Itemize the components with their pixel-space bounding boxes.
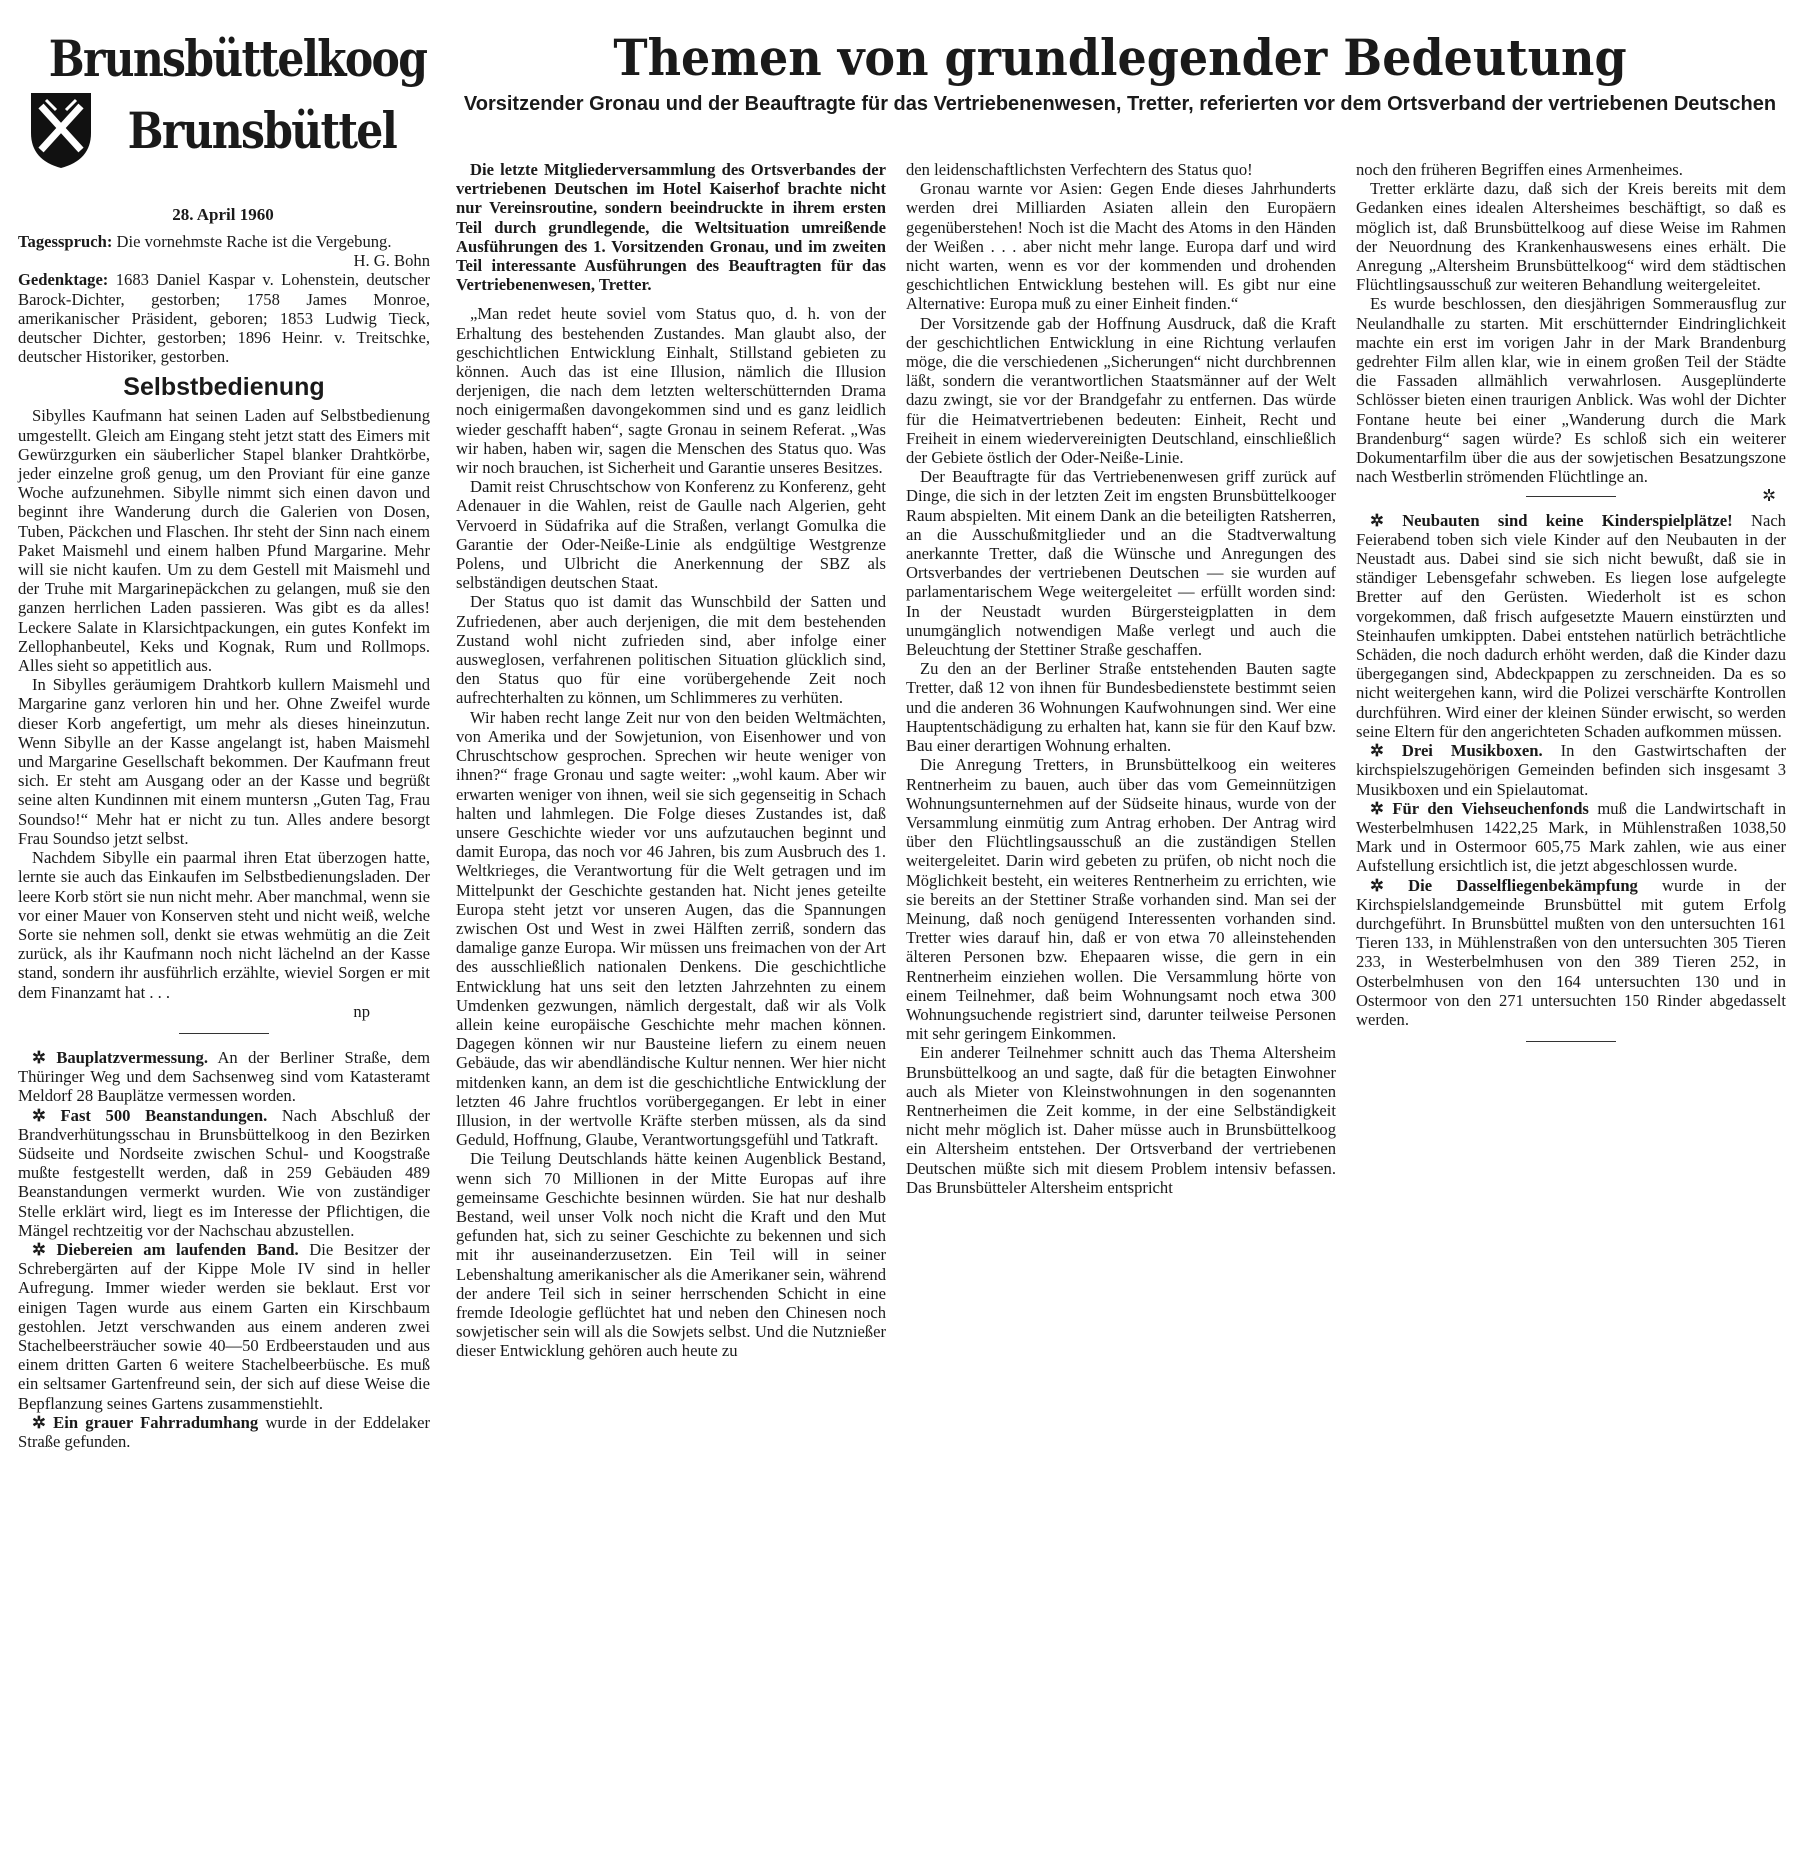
divider [179, 1033, 269, 1034]
notice: ✲ Neubauten sind keine Kinderspielplätze! Nach Feierabend toben sich viele Kinder auf den Neubauten in der Neustadt aus. Dabei sind sie sich nicht bewußt, daß sie in ständiger Lebensgefahr schweben. Es liegen lose aufgelegte Bretter auf den Gerüsten. Wiederholt ist es schon vorgekommen, daß frisch aufgesetzte Mauern einstürzten und Steinhaufen umkippten. Dabei entstehen natürlich beträchtliche Schäden, die noch dadurch erhöht werden, daß die Kinder dazu übergegangen sind, Abdeckpappen zu zerschneiden. Da es so nicht weitergehen kann, wird die Polizei verschärfte Kontrollen durchführen. Wird einer der kleinen Sünder erwischt, so werden seine Eltern für den angerichteten Schaden aufkommen müssen. [1356, 510, 1786, 741]
notice: ✲ Für den Viehseuchenfonds muß die Landwirtschaft in Westerbelmhusen 1422,25 Mark, in Mühlenstraßen 1038,50 Mark und in Ostermoor 605,75 Mark zahlen, wie aus einer Aufstellung ersichtlich ist, die jetzt abgeschlossen wurde. [1356, 798, 1786, 876]
article-paragraph: Der Beauftragte für das Vertriebenenwesen griff zurück auf Dinge, die sich in der letzten Zeit im engsten Brunsbüttelkooger Raum abspielten. Mit einem Dank an die beteiligten Ratsherren, an die Ausschußmitglieder und an die Stadtverwaltung anerkannte Tretter, daß die Wünsche und Anregungen des Ortsverbandes der vertriebenen Deutschen — sie wurden auf parlamentarischem Wege weitergeleitet — erfüllt worden sind: In der Neustadt wurden Bürgersteigplatten in dem unumgänglich notwendigen Maße verlegt und auch die Beleuchtung der Stettiner Straße geschaffen. [906, 467, 1336, 660]
article-paragraph: Ein anderer Teilnehmer schnitt auch das Thema Altersheim Brunsbüttelkoog an und sagte, daß für die betagten Einwohner auch als Mieter von Kleinstwohnungen in den sogenannten Rentnerheimen die Zeit komme, in der eine Selbständigkeit nicht mehr möglich ist. Daher müsse auch in Brunsbüttelkoog ein Altersheim entstehen. Der Ortsverband der vertriebenen Deutschen müßte sich mit diesem Problem intensiv befassen. Das Brunsbütteler Altersheim entspricht [906, 1043, 1336, 1197]
feature-signature: np [353, 1001, 370, 1021]
article-paragraph: Die Teilung Deutschlands hätte keinen Augenblick Bestand, wenn sich 70 Millionen in der Mitte Europas auf ihre gemeinsame Geschichte besinnen würden. Sie hat nur deshalb Bestand, weil unser Volk noch nicht die Kraft und den Mut gefunden hat, sich zu seiner Geschichte zu bekennen und sich mit ihr auseinanderzusetzen. Ein Teil will in seiner Lebenshaltung amerikanischer als die Amerikaner sein, während der andere Teil sich in seiner herrschenden Schicht in eine fremde Ideologie geflüchtet hat und neben den Chinesen noch sowjetischer sein will als die Sowjets selbst. Und die Nutznießer dieser Entwicklung gehören auch heute zu [456, 1149, 886, 1361]
article-paragraph: Es wurde beschlossen, den diesjährigen Sommerausflug zur Neulandhalle zu starten. Mit erschütternder Eindringlichkeit machte ein erst im vorigen Jahr in der Mark Brandenburg gedrehter Film allen klar, wie in einem großen Teil der Städte die Fassaden allmählich verwahrlosen. Ausgeplünderte Schlösser bieten einen traurigen Anblick. Was wohl der Dichter Fontane heute bei einer „Wanderung durch die Mark Brandenburg“ sagen würde? Es schloß sich ein weiterer Dokumentarfilm über die aus der sowjetischen Besatzungszone nach Westberlin strömenden Flüchtlinge an. [1356, 294, 1786, 487]
article-paragraph: Zu den an der Berliner Straße entstehenden Bauten sagte Tretter, daß 12 von ihnen für Bundesbedienstete bestimmt seien und die anderen 36 Wohnungen Kaufwohnungen sind. Wer eine Hauptentschädigung zu erhalten hat, kann sie für den Kauf bzw. Bau einer derartigen Wohnung erhalten. [906, 659, 1336, 756]
masthead [18, 30, 428, 172]
end-mark-icon: ✲ [1762, 486, 1776, 506]
star-icon: ✲ [32, 1105, 46, 1125]
article-paragraph: Der Vorsitzende gab der Hoffnung Ausdruck, daß die Kraft der geschichtlichen Entwicklung in eine Richtung verlaufen möge, die die verschiedenen „Sicherungen“ nicht durchbrennen läßt, sondern die verantwortlichen Staatsmänner auf der Welt dazu zwingt, sie vor der Brandgefahr zu entfernen. Das würde für die Heimatvertriebenen bedeuten: Einheit, Recht und Freiheit in einem wiedervereinigten Deutschland, einschließlich der Gebiete östlich der Oder-Neiße-Linie. [906, 313, 1336, 468]
sidebar-column [18, 232, 430, 1451]
divider [1526, 496, 1616, 497]
article-column-2 [906, 160, 1336, 1197]
feature-paragraph: In Sibylles geräumigem Drahtkorb kullern Maismehl und Margarine ganz verloren hin und her. Ohne Zweifel wurde dieser Korb angefertigt, um mehr als dieses hineinzutun. Wenn Sibylle an der Kasse angelangt ist, haben Maismehl und Margarine Gesellschaft bekommen. Der Kaufmann freut sich. Er steht am Ausgang oder an der Kasse und begrüßt seine alten Kundinnen mit einem muntersn „Guten Tag, Frau Soundso!“ Mehr hat er nicht zu tun. Alles andere besorgt Frau Soundso jetzt selbst. [18, 675, 430, 848]
article-intro: Die letzte Mitgliederversammlung des Ortsverbandes der vertriebenen Deutschen im Hotel Kaiserhof brachte nicht nur Vereinsroutine, sondern beeindruckte in ihrem ersten Teil durch grundlegende, die Weltsituation umreißende Ausführungen des 1. Vorsitzenden Gronau, und im zweiten Teil interessante Ausführungen des Beauftragten für das Vertriebenenwesen, Tretter. [456, 160, 886, 295]
masthead-brunsbuettel: Brunsbüttel [127, 100, 397, 160]
divider [1526, 1041, 1616, 1042]
star-icon: ✲ [32, 1412, 46, 1432]
article-paragraph: Gronau warnte vor Asien: Gegen Ende dieses Jahrhunderts werden drei Milliarden Asiaten allein den Europäern gegenüberstehen! Noch ist die Macht des Atoms in den Händen der Weißen . . . aber nicht mehr lange. Europa darf und wird nicht warten, wenn es vor der kommenden und drohenden geschichtlichen Entwicklung bestehen will. Es gibt nur eine Alternative: Europa muß zu einer Einheit finden.“ [906, 179, 1336, 314]
notice: ✲ Drei Musikboxen. In den Gastwirtschaften der kirchspielszugehörigen Gemeinden befinden sich insgesamt 3 Musikboxen und ein Spielautomat. [1356, 741, 1786, 799]
star-icon: ✲ [32, 1047, 46, 1067]
notice: ✲ Bauplatzvermessung. An der Berliner Straße, dem Thüringer Weg und dem Sachsenweg sind vom Katasteramt Meldorf 28 Bauplätze vermessen worden. [18, 1047, 430, 1106]
headline: Themen von grundlegender Bedeutung [613, 28, 1627, 87]
subheadline: Vorsitzender Gronau und der Beauftragte für das Vertriebenenwesen, Tretter, referierten vor dem Ortsverband der vertriebenen Deutschen [463, 93, 1777, 115]
feature-title: Selbstbedienung [123, 373, 325, 402]
article-paragraph: Wir haben recht lange Zeit nur von den beiden Weltmächten, von Amerika und der Sowjetunion, von Eisenhower und von Chruschtschow gesprochen. Sprechen wir heute weniger von ihnen?“ frage Gronau und sagte weiter: „wohl kaum. Aber wir erwarten weniger von ihnen, weil sie sich gegenseitig in Schach halten und lahmlegen. Die Folge dieses Zustandes ist, daß unsere Geschichte wieder vor uns aufzutauchen beginnt und damit Europa, das noch vor 46 Jahren, bis zum Ausbruch des 1. Weltkrieges, die Verantwortung für die Welt getragen und im Mittelpunkt der Geschichte gestanden hat. Nicht jenes geteilte Europa steht jetzt vor unseren Augen, das die Spannungen zwischen Ost und West in zwei Hälften zerriß, sondern das damalige ganze Europa. Wir müssen uns freimachen von der Art des ausschließlich nationalen Denkens. Die geschichtliche Entwicklung hat uns seit den letzten Jahrzehnten zu einem Umdenken gezwungen, nämlich dergestalt, daß wir als Volk allein keine europäische Geschichte mehr machen können. Dagegen können wir nur Bausteine liefern zu einem neuen Gebäude, das wir abendländische Kultur nennen. Wer hier nicht mitdenken kann, an dem ist die geschichtliche Entwicklung der letzten 46 Jahre fruchtlos vorübergegangen. Er lebt in einer Illusion, in der wertvolle Kräfte sterben müssen, als da sind Geduld, Hoffnung, Glaube, Verantwortungsgefühl und Tatkraft. [456, 707, 886, 1150]
article-column-1 [456, 160, 886, 1361]
star-icon: ✲ [1370, 741, 1384, 761]
tagesspruch: Tagesspruch: Die vornehmste Rache ist die Vergebung. H. G. Bohn [18, 232, 430, 271]
star-icon: ✲ [1370, 510, 1384, 530]
article-paragraph: den leidenschaftlichsten Verfechtern des Status quo! [906, 160, 1253, 179]
star-icon: ✲ [1370, 798, 1384, 818]
notice: ✲ Diebereien am laufenden Band. Die Besitzer der Schrebergärten auf der Kippe Mole IV sind in heller Aufregung. Immer wieder werden sie beklaut. Erst vor einigen Tagen wurde aus einem Garten ein Kirschbaum gestohlen. Jetzt verschwanden aus einem anderen zwei Stachelbeersträucher sowie 40—50 Erdbeerstauden und aus einem dritten Garten 6 weitere Stachelbeerbüsche. Es muß ein seltsamer Gartenfreund sein, der sich auf diese Weise die Bepflanzung seines Gartens zusammenstiehlt. [18, 1239, 430, 1413]
article-paragraph: noch den früheren Begriffen eines Armenheimes. [1356, 160, 1683, 179]
issue-date: 28. April 1960 [172, 205, 274, 224]
feature-paragraph: Sibylles Kaufmann hat seinen Laden auf Selbstbedienung umgestellt. Gleich am Eingang steht jetzt statt des Eimers mit Gewürzgurken ein säuberlicher Stapel blanker Drahtkörbe, jeder einzelne groß genug, um den Proviant für eine ganze Woche aufzunehmen. Sibylle nimmt sich einen davon und beginnt ihre Wanderung durch die Galerien von Dosen, Tuben, Päckchen und Flaschen. Ihr steht der Sinn nach einem Paket Maismehl und einem halben Pfund Margarine. Mehr will sie nicht kaufen. Um zu dem Gestell mit Maismehl und der Truhe mit Margarinepäckchen zu gelangen, muß sie den ganzen herrlichen Laden passieren. Was gibt es da alles! Leckere Salate in Klarsichtpackungen, ein gutes Konfekt im Zellophanbeutel, Keks und Kognak, Rum und Rollmops. Alles sieht so appetitlich aus. [18, 406, 430, 676]
feature-paragraph: Nachdem Sibylle ein paarmal ihren Etat überzogen hatte, lernte sie auch das Einkaufen im Selbstbedienungsladen. Der leere Korb stört sie nun nicht mehr. Aber manchmal, wenn sie vor einer Mauer von Konserven steht und nicht weiß, welche Sorte sie nehmen soll, denkt sie etwas wehmütig an die Zeit zurück, als ihr Kaufmann noch nicht lächelnd an der Kasse stand, sondern ihr ausführlich erzählte, wieviel Sorgen er mit dem Finanzamt hat . . . [18, 848, 430, 1002]
coat-of-arms-icon [26, 88, 96, 172]
star-icon: ✲ [32, 1239, 46, 1259]
masthead-brunsbuettelkoog: Brunsbüttelkoog [48, 29, 427, 88]
article-paragraph: Die Anregung Tretters, in Brunsbüttelkoog ein weiteres Rentnerheim zu bauen, auch über das vom Gemeinnützigen Wohnungsunternehmen auf der Südseite hinaus, wurde von der Versammlung einmütig zum Antrag erhoben. Der Antrag wird über den Flüchtlingsausschuß an die zuständigen Stellen weitergeleitet. Darin wird gebeten zu prüfen, ob nicht noch die Möglichkeit besteht, ein weiteres Rentnerheim zu errichten, wie sie bereits an der Stettiner Straße vorhanden sind. Man sei der Meinung, daß noch genügend Interessenten vorhanden sind. Tretter wies darauf hin, daß er von etwa 70 alleinstehenden älteren Personen bzw. Ehepaaren wisse, die gern in ein Rentnerheim einziehen wollen. Die Versammlung hörte von einem Teilnehmer, daß beim Wohnungsamt noch etwa 300 Wohnungsuchende registriert sind, darunter teilweise Personen mit sehr geringem Einkommen. [906, 755, 1336, 1044]
gedenktage: Gedenktage: 1683 Daniel Kaspar v. Lohenstein, deutscher Barock-Dichter, gestorben; 1758 James Monroe, amerikanischer Präsident, geboren; 1853 Ludwig Tieck, deutscher Dichter, gestorben; 1896 Heinr. v. Treitschke, deutscher Historiker, gestorben. [18, 270, 430, 367]
notice: ✲ Die Dasselfliegenbekämpfung wurde in der Kirchspielslandgemeinde Brunsbüttel mit gutem Erfolg durchgeführt. In Brunsbüttel mußten von den untersuchten 161 Tieren 133, in Mühlenstraßen von den untersuchten 305 Tieren 233, in Westerbelmhusen von den 389 Tieren 252, in Osterbelmhusen von den 164 untersuchten 130 und in Ostermoor von den 271 untersuchten 150 Rinder abgedasselt werden. [1356, 875, 1786, 1029]
notice: ✲ Ein grauer Fahrradumhang wurde in der Eddelaker Straße gefunden. [18, 1412, 430, 1451]
article-paragraph: Tretter erklärte dazu, daß sich der Kreis bereits mit dem Gedanken eines idealen Altersheimes beschäftigt, so daß es möglich ist, daß Brunsbüttelkoog auf diese Weise im Rahmen der Neuordnung des Krankenhauswesens eines erhält. Die Anregung „Altersheim Brunsbüttelkoog“ wird dem städtischen Flüchtlingsausschuß zur weiteren Behandlung weitergeleitet. [1356, 179, 1786, 295]
article-paragraph: „Man redet heute soviel vom Status quo, d. h. von der Erhaltung des bestehenden Zustandes. Man glaubt also, der geschichtlichen Entwicklung Einhalt, Stillstand gebieten zu können. Auch das ist eine Illusion, nämlich die Illusion derjenigen, die nach dem letzten welterschütternden Drama noch einigermaßen davongekommen sind und es ganz leidlich wieder geschafft haben“, sagte Gronau in seinem Referat. „Was wir haben, haben wir, sagen die Menschen des Status quo. Was wir noch brauchen, ist Sicherheit und Garantie unseres Besitzes. [456, 304, 886, 478]
notice: ✲ Fast 500 Beanstandungen. Nach Abschluß der Brandverhütungsschau in Brunsbüttelkoog in den Bezirken Südseite und Nordseite zwischen Schul- und Koogstraße mußte festgestellt werden, daß in 259 Gebäuden 489 Beanstandungen vermerkt wurden. Wie von zuständiger Stelle erklärt wird, liegt es im Interesse der Pflichtigen, die Mängel rechtzeitig vor der Nachschau abzustellen. [18, 1105, 431, 1240]
article-paragraph: Der Status quo ist damit das Wunschbild der Satten und Zufriedenen, aber auch derjenigen, die mit dem bestehenden Zustand wohl nicht zufrieden sind, aber infolge einer ausweglosen, verfahrenen politischen Situation glücklich sind, den Status quo für eine vorübergehende Zeit noch aufrechterhalten zu können, um Schlimmeres zu verhüten. [456, 592, 886, 708]
article-paragraph: Damit reist Chruschtschow von Konferenz zu Konferenz, geht Adenauer in die Wahlen, reist de Gaulle nach Algerien, geht Vervoerd in Südafrika auf die Straßen, verlangt Gomulka die Garantie der Oder-Neiße-Linie als endgültige Westgrenze Polens, und Ulbricht die Anerkennung der SBZ als selbständigen deutschen Staat. [456, 477, 886, 593]
article-column-3 [1356, 160, 1786, 1056]
star-icon: ✲ [1370, 875, 1384, 895]
